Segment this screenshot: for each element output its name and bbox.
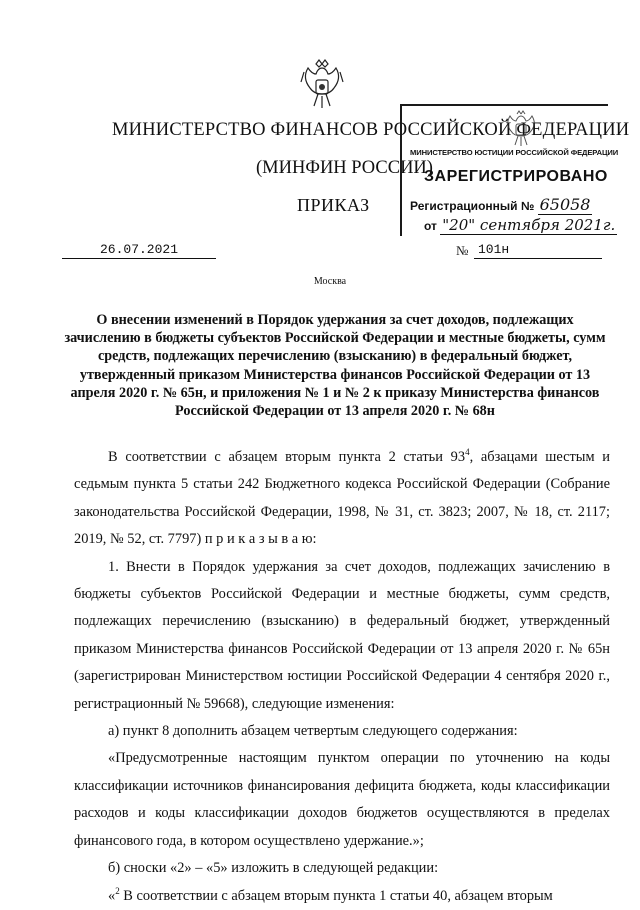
preamble-text-start: В соответствии с абзацем вторым пункта 2 статьи 93 [108, 449, 466, 465]
paragraph-item-1: 1. Внести в Порядок удержания за счет доходов, подлежащих зачислению в бюджеты субъектов Российской Федерации и местные бюджеты, сумм средств, подлежащих перечислению (взысканию) в федеральный бюджет, утвержденный приказом Министерства финансов Российской Федерации от 13 апреля 2020 г. № 65н (зарегистрирован Министерством юстиции Российской Федерации 4 сентября 2020 г., регистрационный № 59668), следующие изменения: [74, 558, 610, 712]
stamp-registration-number [410, 195, 592, 214]
paragraph-preamble [74, 444, 610, 554]
footnote-superscript: 2 [115, 885, 120, 896]
paragraph-footnote-2 [74, 883, 610, 910]
stamp-registration-date [424, 216, 617, 234]
stamp-date-handwritten: "20" сентября 2021г. [442, 216, 616, 234]
order-number: 101н [474, 242, 602, 259]
paragraph-subitem-b: б) сноски «2» – «5» изложить в следующей редакции: [108, 860, 439, 877]
ministry-abbreviation: (МИНФИН РОССИИ) [256, 158, 433, 178]
double-headed-eagle-emblem-icon [300, 58, 344, 112]
order-number-sign: № [456, 243, 469, 258]
document-body [74, 444, 610, 910]
preamble-superscript: 4 [465, 447, 470, 458]
ministry-name: МИНИСТЕРСТВО ФИНАНСОВ РОССИЙСКОЙ ФЕДЕРАЦИИ [112, 120, 630, 140]
paragraph-subitem-a: а) пункт 8 дополнить абзацем четвертым следующего содержания: [108, 723, 518, 740]
document-title: О внесении изменений в Порядок удержания за счет доходов, подлежащих зачислению в бюджеты субъектов Российской Федерации и местные бюджеты, сумм средств, подлежащих перечислению (взысканию) в федеральный бюджет, утвержденный приказом Министерства финансов Российской Федерации от 13 апреля 2020 г. № 65н, и приложения № 1 и № 2 к приказу Министерства финансов Российской Федерации от 13 апреля 2020 г. № 68н [64, 312, 606, 420]
stamp-authority: МИНИСТЕРСТВО ЮСТИЦИИ РОССИЙСКОЙ ФЕДЕРАЦИИ [410, 148, 619, 157]
stamp-reg-label: Регистрационный № [410, 199, 535, 213]
stamp-reg-number-handwritten: 65058 [539, 195, 591, 214]
city: Москва [313, 276, 347, 287]
document-type: ПРИКАЗ [297, 195, 370, 215]
order-date: 26.07.2021 [62, 242, 216, 259]
stamp-status: ЗАРЕГИСТРИРОВАНО [424, 168, 608, 185]
footnote-quote-open: « [108, 887, 116, 904]
preamble-text-end: , абзацами шестым и седьмым пункта 5 статьи 242 Бюджетного кодекса Российской Федерации (Собрание законодательства Российской Федерации, 1998, № 31, ст. 3823; 2007, № 18, ст. 2117; 2019, № 52, ст. 7797) п р и к а з ы в а ю: [74, 449, 610, 548]
footnote-text: В соответствии с абзацем вторым пункта 1 статьи 40, абзацем вторым [119, 887, 553, 904]
stamp-eagle-emblem-icon [504, 110, 538, 148]
registration-stamp [400, 104, 619, 236]
paragraph-quoted-text: «Предусмотренные настоящим пунктом операции по уточнению на коды классификации источников финансирования дефицита бюджета, коды классификации расходов и коды классификации доходов бюджетов осуществляются в пределах финансового года, в котором осуществлено удержание.»; [74, 750, 610, 849]
stamp-date-prefix: от [424, 219, 437, 233]
